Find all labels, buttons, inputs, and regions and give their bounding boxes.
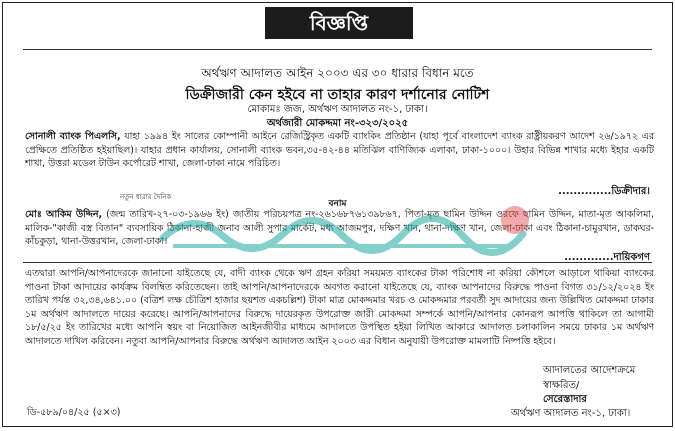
case-number: অর্থজারী মোকদ্দমা নং-৩২৩/২০২৫ (266, 118, 409, 129)
court-name: অর্থঋণ আদালত নং-১, ঢাকা। (511, 408, 631, 419)
notice-heading: ডিক্রীজারী কেন হইবে না তাহার কারণ দর্শানোর নোটিশ (185, 87, 490, 103)
registrar-title: সেরেস্তাদার (543, 394, 587, 405)
debtor-label: .............দায়িকগণ (564, 252, 650, 263)
title-divider (23, 49, 652, 50)
debtor-name: মোঃ আকিম উদ্দিন, (25, 209, 103, 220)
newspaper-logo-watermark (153, 200, 533, 260)
notice-page (2, 2, 673, 427)
decree-holder-details: যাহা ১৯৯৪ ইং সালের কোম্পানী আইনে রেজিস্ট্রিকৃত একটি ব্যাংকিং প্রতিষ্ঠান (যাহা পূর্বে বাংলাদেশ ব্যাংক রাষ্ট্রীয়করণ আদেশ ২৬/১৯৭২ এর প্রেক্ষিতে প্রতিষ্ঠিত হইয়াছিল)। যাহার প্রধান কার্যালয়, সোনালী ব্যাংক ভবন,৩৫-৪২-৪৪ মতিঝিল বাণিজ্যিক এলাকা, ঢাকা-১০০০। উহার বিভিন্ন শাখার মধ্যে ইহার একটি শাখা, উত্তরা মডেল টাউন কর্পোরেট শাখা, জেলা-ঢাকা নামে পরিচিত। (25, 131, 655, 169)
decree-holder-label: ..............ডিক্রীদার। (558, 186, 650, 197)
newspaper-caption: নতুন ধারার দৈনিক (120, 193, 172, 201)
decree-holder-paragraph (25, 130, 654, 171)
debtor-details: (জন্ম তারিখ-২৭-০৩-১৯৬৬ ইং) জাতীয় পরিচয়পত্র নং-২৬১৬৮৭৬১৩৯৮৬৭, পিতা-মৃত ছামিন উদ্দিন ওরফে ছামিন উদ্দিন, মাতা-মৃত আকলিমা, মালিক-"কাজী বস্ত্র বিতান" ব্যবসায়িক ঠিকানা-হাজী জনাব আলী সুপার মার্কেট, মধ্য আজমপুর, দক্ষিণ খান, থানা-দক্ষিণ খান, জেলা-ঢাকা এবং ঠিকানা-চামুরখান, ডাকঘর-কাঁচকুড়া, থানা-উত্তরখান, জেলা-ঢাকা। (25, 209, 654, 247)
decree-holder-name: সোনালী ব্যাংক পিএলসি, (25, 131, 121, 142)
court-location: মোকামঃ জজ, অর্থঋণ আদালত নং-১, ঢাকা। (247, 104, 428, 115)
notice-title: বিজ্ঞপ্তি (265, 7, 413, 39)
notice-body: এতদ্বারা আপনি/আপনাদেরকে জানানো যাইতেছে যে, বাদী ব্যাংক থেকে ঋণ গ্রহন করিয়া সময়মত ব্যাংকের টাকা পরিশোধ না করিয়া কৌশলে আড়ালে থাকিয়া ব্যাংকের পাওনা টাকা আদায়ের কার্যক্রম বিলম্বিত করিতেছেন। তাই আপনি/আপনাদেরকে অবগত করানো যাইতেছে যে, ব্যাংক আপনাদের বিরুদ্ধে পাওনা বিগত ৩১/১২/২০২৪ ইং তারিখ পর্যন্ত ৩২,৩৪,৬৪১.০০ (বত্রিশ লক্ষ চৌত্রিশ হাজার ছয়শত একচল্লিশ) টাকা মাত্র মোকদ্দমার খরচ ও মোকদ্দমার পরবর্তী সুদ আদায়ের জন্য উল্লিখিত মোকদ্দমা ঢাকার ১ম অর্থঋণ আদালতে দায়ের করেছে। আপনি/আপনাদের বিরুদ্ধে দায়েরকৃত উপরোক্ত জারী মোকদ্দমা সম্পর্কে আপনি/আপনার কোনরূপ আপত্তি থাকিলে তা আগামী ১৮/৫/২৫ ইং তারিখের মধ্যে আপনি স্বয়ং বা নিয়োজিত আইনজীবীর মাধ্যমে আদালতে উপস্থিত হইয়া লিখিত আকারে আদালত চলাকালিন সময়ে ঢাকার ১ম অর্থঋণ আদালতে দাখিল করিবেন। নতুবা আপনি/আপনার বিরুদ্ধে অর্থঋণ আদালত আইন ২০০৩ এর বিধান অনুযায়ী উপরোক্ত মামলাটি নিষ্পত্তি হইবে। (25, 268, 654, 347)
versus-label: বনাম (328, 199, 347, 209)
law-reference: অর্থঋণ আদালত আইন ২০০৩ এর ৩০ ধারার বিধান মতে (201, 66, 474, 80)
body-divider (23, 262, 652, 263)
signed-line: স্বাক্ষরিত/ (543, 380, 580, 391)
court-order-line: আদালতের আদেশক্রমে (543, 365, 636, 376)
reference-number: ডি-৫৮৯/০৪/২৫ (৫×৩) (27, 407, 121, 418)
